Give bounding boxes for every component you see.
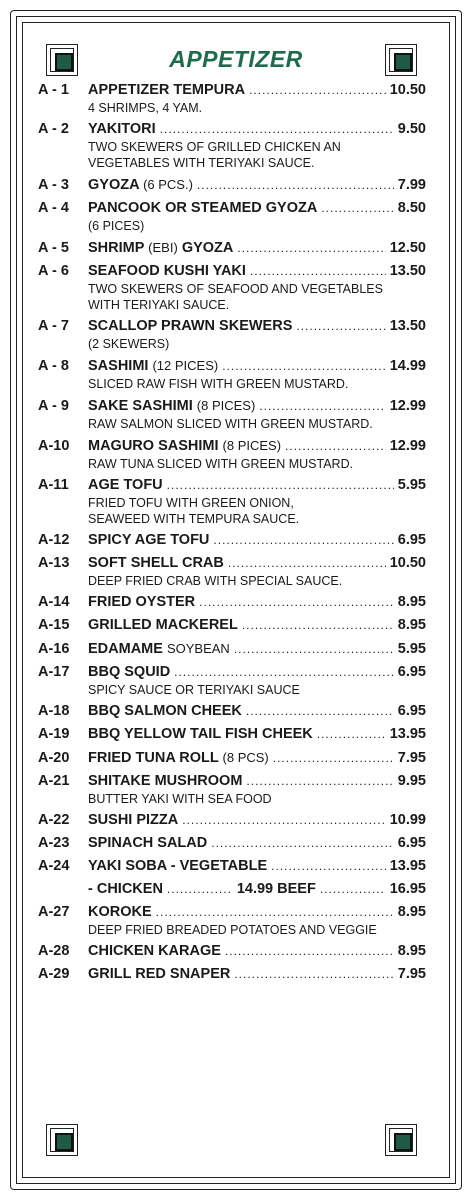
item-price: 8.95 xyxy=(397,904,426,920)
item-name-text: AGE TOFU xyxy=(88,477,163,493)
item-name-text: APPETIZER TEMPURA xyxy=(88,82,246,98)
leader-dots xyxy=(234,965,393,984)
item-name xyxy=(88,175,193,195)
item-code: A-10 xyxy=(38,438,70,454)
leader-dots xyxy=(242,616,394,635)
menu-item xyxy=(38,120,426,171)
item-name xyxy=(88,965,230,984)
item-name xyxy=(88,531,209,550)
menu-item xyxy=(38,663,426,698)
item-name xyxy=(88,476,163,495)
item-price: 10.50 xyxy=(389,555,426,571)
leader-dots xyxy=(250,262,386,281)
item-name-alt: BEEF xyxy=(277,881,316,897)
item-name-text: SUSHI PIZZA xyxy=(88,812,179,828)
menu-item xyxy=(38,639,426,659)
item-name-text: YAKITORI xyxy=(88,121,156,137)
item-name xyxy=(88,942,221,961)
item-name xyxy=(88,903,152,922)
leader-dots xyxy=(237,239,385,258)
menu-item xyxy=(38,476,426,527)
corner-ornament-bottom-left xyxy=(46,1124,80,1158)
item-price: 13.95 xyxy=(389,858,426,874)
item-price: 7.95 xyxy=(397,966,426,982)
item-code: A - 8 xyxy=(38,358,69,374)
item-note: SOYBEAN xyxy=(166,641,230,656)
item-name-text: CHICKEN KARAGE xyxy=(88,943,221,959)
leader-dots xyxy=(211,834,394,853)
item-code: A-24 xyxy=(38,858,70,874)
item-name xyxy=(88,880,163,899)
item-description: WITH TERIYAKI SAUCE. xyxy=(88,298,230,312)
menu-item xyxy=(38,811,426,830)
leader-dots xyxy=(197,176,394,195)
item-note: (EBI) xyxy=(148,240,178,255)
item-description: SPICY SAUCE OR TERIYAKI SAUCE xyxy=(88,683,300,697)
menu-item xyxy=(38,880,426,899)
item-description: (2 SKEWERS) xyxy=(88,337,170,351)
item-price: 8.95 xyxy=(397,943,426,959)
item-price: 8.50 xyxy=(397,200,426,216)
item-name xyxy=(88,772,242,791)
item-code: A - 2 xyxy=(38,121,69,137)
menu-item xyxy=(38,834,426,853)
item-note: (12 PICES) xyxy=(152,358,219,373)
item-price: 10.50 xyxy=(389,82,426,98)
item-code: A-19 xyxy=(38,726,70,742)
item-note: (8 PICES) xyxy=(222,438,282,453)
item-name xyxy=(88,748,269,768)
menu-item xyxy=(38,238,426,258)
menu-item xyxy=(38,531,426,550)
item-price: 6.95 xyxy=(397,703,426,719)
item-price: 9.50 xyxy=(397,121,426,137)
item-description: BUTTER YAKI WITH SEA FOOD xyxy=(88,792,272,806)
item-name-text: SPINACH SALAD xyxy=(88,835,208,851)
menu-list xyxy=(38,81,426,988)
item-price: 5.95 xyxy=(397,641,426,657)
item-name-text: SEAFOOD KUSHI YAKI xyxy=(88,263,246,279)
item-name-text: BBQ SQUID xyxy=(88,664,171,680)
item-name-text: - CHICKEN xyxy=(88,881,163,897)
item-name-text: BBQ YELLOW TAIL FISH CHEEK xyxy=(88,726,313,742)
item-code: A - 6 xyxy=(38,263,69,279)
item-price: 13.95 xyxy=(389,726,426,742)
item-name-text: MAGURO SASHIMI xyxy=(88,438,219,454)
corner-ornament-bottom-right xyxy=(385,1124,419,1158)
item-note: (8 PCS) xyxy=(222,750,269,765)
item-code: A-29 xyxy=(38,966,70,982)
item-price: 12.50 xyxy=(389,240,426,256)
item-price: 7.95 xyxy=(397,750,426,766)
menu-item xyxy=(38,725,426,744)
item-code: A - 4 xyxy=(38,200,69,216)
item-price: 13.50 xyxy=(389,318,426,334)
menu-item xyxy=(38,554,426,589)
menu-item xyxy=(38,857,426,876)
item-price: 5.95 xyxy=(397,477,426,493)
item-price: 12.99 xyxy=(389,398,426,414)
leader-dots xyxy=(317,725,386,744)
item-description: VEGETABLES WITH TERIYAKI SAUCE. xyxy=(88,156,315,170)
item-description: FRIED TOFU WITH GREEN ONION, xyxy=(88,496,294,510)
leader-dots xyxy=(296,317,385,336)
item-code: A - 1 xyxy=(38,82,69,98)
item-name-text: SPICY AGE TOFU xyxy=(88,532,210,548)
item-name xyxy=(88,238,233,258)
item-price: 12.99 xyxy=(389,438,426,454)
item-name xyxy=(88,857,267,876)
item-code: A-22 xyxy=(38,812,70,828)
item-name-text: SASHIMI xyxy=(88,358,149,374)
section-title: APPETIZER xyxy=(169,46,303,72)
item-name-text: BBQ SALMON CHEEK xyxy=(88,703,242,719)
item-name xyxy=(88,436,281,456)
item-name xyxy=(88,616,238,635)
leader-dots xyxy=(320,880,386,899)
menu-item xyxy=(38,748,426,768)
item-code: A-12 xyxy=(38,532,70,548)
item-name xyxy=(88,725,313,744)
item-name-suffix: GYOZA xyxy=(181,240,234,256)
item-price: 13.50 xyxy=(389,263,426,279)
item-price: 9.95 xyxy=(397,773,426,789)
item-price-alt: 16.95 xyxy=(389,881,426,897)
leader-dots xyxy=(225,942,394,961)
item-name xyxy=(88,396,255,416)
item-name xyxy=(88,834,207,853)
leader-dots xyxy=(199,593,394,612)
item-description: SEAWEED WITH TEMPURA SAUCE. xyxy=(88,512,300,526)
item-description: SLICED RAW FISH WITH GREEN MUSTARD. xyxy=(88,377,349,391)
item-code: A - 5 xyxy=(38,240,69,256)
item-code: A-20 xyxy=(38,750,70,766)
item-code: A-11 xyxy=(38,477,69,493)
item-name xyxy=(88,702,242,721)
leader-dots xyxy=(213,531,393,550)
item-name xyxy=(88,811,178,830)
leader-dots xyxy=(167,476,394,495)
item-name-text: KOROKE xyxy=(88,904,152,920)
menu-item xyxy=(38,356,426,392)
item-code: A-16 xyxy=(38,641,70,657)
item-description: (6 PICES) xyxy=(88,219,145,233)
item-code: A - 7 xyxy=(38,318,69,334)
item-price: 14.99 xyxy=(389,358,426,374)
menu-item xyxy=(38,772,426,807)
item-name-text: EDAMAME xyxy=(88,641,163,657)
item-name-text: SHRIMP xyxy=(88,240,145,256)
item-name-text: GYOZA xyxy=(88,177,140,193)
menu-item xyxy=(38,965,426,984)
item-description: TWO SKEWERS OF GRILLED CHICKEN AN xyxy=(88,140,341,154)
item-name xyxy=(88,593,195,612)
item-price: 6.95 xyxy=(397,664,426,680)
leader-dots xyxy=(156,903,394,922)
item-name-text: SCALLOP PRAWN SKEWERS xyxy=(88,318,293,334)
menu-item xyxy=(38,593,426,612)
item-price: 10.99 xyxy=(389,812,426,828)
item-name-text: YAKI SOBA - VEGETABLE xyxy=(88,858,268,874)
item-name-text: SHITAKE MUSHROOM xyxy=(88,773,243,789)
menu-item xyxy=(38,616,426,635)
leader-dots xyxy=(167,880,233,899)
item-code: A-21 xyxy=(38,773,70,789)
leader-dots xyxy=(160,120,394,139)
item-name xyxy=(88,639,230,659)
menu-item xyxy=(38,903,426,938)
item-name-text: SAKE SASHIMI xyxy=(88,398,193,414)
item-description: DEEP FRIED BREADED POTATOES AND VEGGIE xyxy=(88,923,377,937)
leader-dots xyxy=(246,702,394,721)
leader-dots xyxy=(234,640,394,659)
item-description: RAW SALMON SLICED WITH GREEN MUSTARD. xyxy=(88,417,373,431)
item-price: 6.95 xyxy=(397,532,426,548)
item-price: 8.95 xyxy=(397,617,426,633)
item-code: A-28 xyxy=(38,943,70,959)
item-code: A - 3 xyxy=(38,177,69,193)
item-name xyxy=(88,81,245,100)
menu-item xyxy=(38,942,426,961)
menu-item xyxy=(38,175,426,195)
item-name xyxy=(88,554,224,573)
leader-dots xyxy=(271,857,386,876)
leader-dots xyxy=(321,199,393,218)
leader-dots xyxy=(259,397,385,416)
item-code: A-14 xyxy=(38,594,70,610)
item-description: DEEP FRIED CRAB WITH SPECIAL SAUCE. xyxy=(88,574,343,588)
leader-dots xyxy=(285,437,386,456)
menu-item xyxy=(38,81,426,116)
item-code: A - 9 xyxy=(38,398,69,414)
item-price: 14.99 xyxy=(236,881,274,897)
menu-item xyxy=(38,396,426,432)
item-name xyxy=(88,663,170,682)
item-name xyxy=(88,262,246,281)
leader-dots xyxy=(249,81,386,100)
leader-dots xyxy=(246,772,393,791)
item-code: A-23 xyxy=(38,835,70,851)
leader-dots xyxy=(182,811,385,830)
item-name xyxy=(88,199,317,218)
item-code: A-27 xyxy=(38,904,70,920)
leader-dots xyxy=(273,749,394,768)
item-price: 7.99 xyxy=(397,177,426,193)
item-note: (8 PICES) xyxy=(196,398,256,413)
item-name-text: GRILLED MACKEREL xyxy=(88,617,238,633)
item-name-text: FRIED TUNA ROLL xyxy=(88,750,219,766)
leader-dots xyxy=(174,663,394,682)
menu-item xyxy=(38,199,426,234)
item-description: TWO SKEWERS OF SEAFOOD AND VEGETABLES xyxy=(88,282,383,296)
leader-dots xyxy=(228,554,386,573)
menu-item xyxy=(38,436,426,472)
menu-item xyxy=(38,702,426,721)
item-description: RAW TUNA SLICED WITH GREEN MUSTARD. xyxy=(88,457,354,471)
item-name-text: GRILL RED SNAPER xyxy=(88,966,231,982)
item-name-text: SOFT SHELL CRAB xyxy=(88,555,224,571)
item-note: (6 PCS.) xyxy=(143,177,193,192)
item-price: 8.95 xyxy=(397,594,426,610)
item-code: A-18 xyxy=(38,703,70,719)
item-code: A-15 xyxy=(38,617,70,633)
item-name-text: FRIED OYSTER xyxy=(88,594,196,610)
item-name xyxy=(88,120,156,139)
item-code: A-13 xyxy=(38,555,70,571)
item-price: 6.95 xyxy=(397,835,426,851)
menu-item xyxy=(38,317,426,352)
item-code: A-17 xyxy=(38,664,70,680)
menu-item xyxy=(38,262,426,313)
item-name xyxy=(88,356,218,376)
item-name-text: PANCOOK OR STEAMED GYOZA xyxy=(88,200,318,216)
leader-dots xyxy=(222,357,386,376)
item-name xyxy=(88,317,292,336)
item-description: 4 SHRIMPS, 4 YAM. xyxy=(88,101,203,115)
